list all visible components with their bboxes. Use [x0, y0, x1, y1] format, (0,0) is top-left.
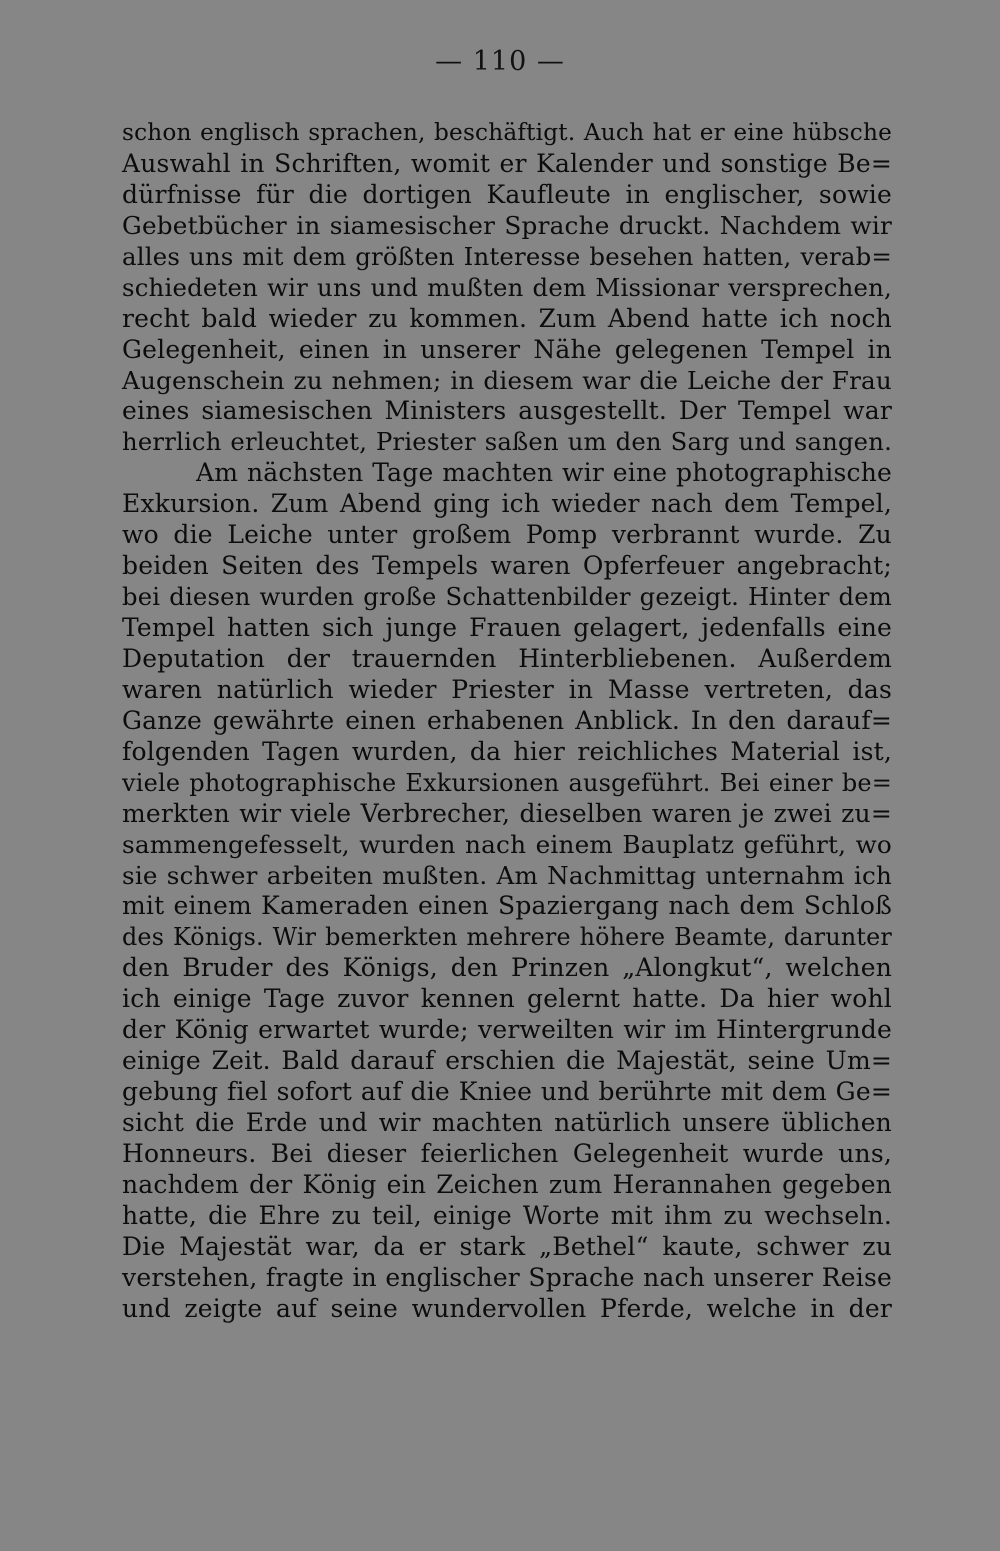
text-line: Tempel hatten sich junge Frauen gelagert, jedenfalls eine — [122, 613, 892, 642]
text-line: dürfnisse für die dortigen Kaufleute in englischer, sowie — [122, 179, 892, 209]
text-line: alles uns mit dem größten Interesse besehen hatten, verab= — [122, 241, 892, 271]
text-line: Exkursion. Zum Abend ging ich wieder nach dem Tempel, — [122, 489, 892, 519]
text-line: Augenschein zu nehmen; in diesem war die Leiche der Frau — [122, 365, 892, 395]
text-line: folgenden Tagen wurden, da hier reichliches Material ist, — [122, 736, 892, 766]
text-line: eines siamesischen Ministers ausgestellt. Der Tempel war — [122, 396, 892, 426]
text-line: einige Zeit. Bald darauf erschien die Majestät, seine Um= — [122, 1046, 892, 1076]
text-line: verstehen, fragte in englischer Sprache nach unserer Reise — [122, 1262, 892, 1292]
text-line: Honneurs. Bei dieser feierlichen Gelegenheit wurde uns, — [122, 1138, 892, 1168]
page-body-text — [122, 118, 892, 1325]
text-line: sicht die Erde und wir machten natürlich unsere üblichen — [122, 1108, 892, 1137]
text-line: viele photographische Exkursionen ausgeführt. Bei einer be= — [122, 768, 892, 797]
text-line: und zeigte auf seine wundervollen Pferde, welche in der — [122, 1293, 892, 1323]
text-line: Gelegenheit, einen in unserer Nähe gelegenen Tempel in — [122, 334, 892, 364]
text-line: Ganze gewährte einen erhabenen Anblick. In den darauf= — [122, 705, 892, 735]
text-line: den Bruder des Königs, den Prinzen „Alongkut“, welchen — [122, 953, 892, 983]
text-line: Am nächsten Tage machten wir eine photographische — [196, 458, 892, 488]
text-line: nachdem der König ein Zeichen zum Herannahen gegeben — [122, 1169, 892, 1199]
text-line: mit einem Kameraden einen Spaziergang nach dem Schloß — [122, 891, 892, 921]
text-line: beiden Seiten des Tempels waren Opferfeuer angebracht; — [122, 551, 892, 581]
text-line: Auswahl in Schriften, womit er Kalender und sonstige Be= — [122, 148, 892, 178]
text-line: herrlich erleuchtet, Priester saßen um den Sarg und sangen. — [122, 427, 892, 457]
text-line: Gebetbücher in siamesischer Sprache druckt. Nachdem wir — [122, 210, 892, 240]
text-line: recht bald wieder zu kommen. Zum Abend hatte ich noch — [122, 303, 892, 333]
text-line: sammengefesselt, wurden nach einem Bauplatz geführt, wo — [122, 829, 892, 859]
text-line: wo die Leiche unter großem Pomp verbrannt wurde. Zu — [122, 520, 892, 550]
text-line: der König erwartet wurde; verweilten wir im Hintergrunde — [122, 1015, 892, 1045]
text-line: sie schwer arbeiten mußten. Am Nachmittag unternahm ich — [122, 860, 892, 890]
text-line: waren natürlich wieder Priester in Masse vertreten, das — [122, 674, 892, 704]
text-line: Deputation der trauernden Hinterbliebenen. Außerdem — [122, 643, 892, 673]
text-line: bei diesen wurden große Schattenbilder gezeigt. Hinter dem — [122, 582, 892, 612]
text-line: des Königs. Wir bemerkten mehrere höhere Beamte, darunter — [122, 923, 892, 952]
text-line: Die Majestät war, da er stark „Bethel“ kaute, schwer zu — [122, 1231, 892, 1261]
text-line: schon englisch sprachen, beschäftigt. Auch hat er eine hübsche — [122, 119, 892, 146]
text-line: ich einige Tage zuvor kennen gelernt hatte. Da hier wohl — [122, 984, 892, 1014]
text-line: gebung fiel sofort auf die Kniee und berührte mit dem Ge= — [122, 1077, 892, 1107]
page-number: — 110 — — [435, 46, 565, 77]
text-line: schiedeten wir uns und mußten dem Missionar versprechen, — [122, 272, 892, 302]
text-line: merkten wir viele Verbrecher, dieselben waren je zwei zu= — [122, 798, 892, 828]
text-line: hatte, die Ehre zu teil, einige Worte mit ihm zu wechseln. — [122, 1200, 892, 1230]
